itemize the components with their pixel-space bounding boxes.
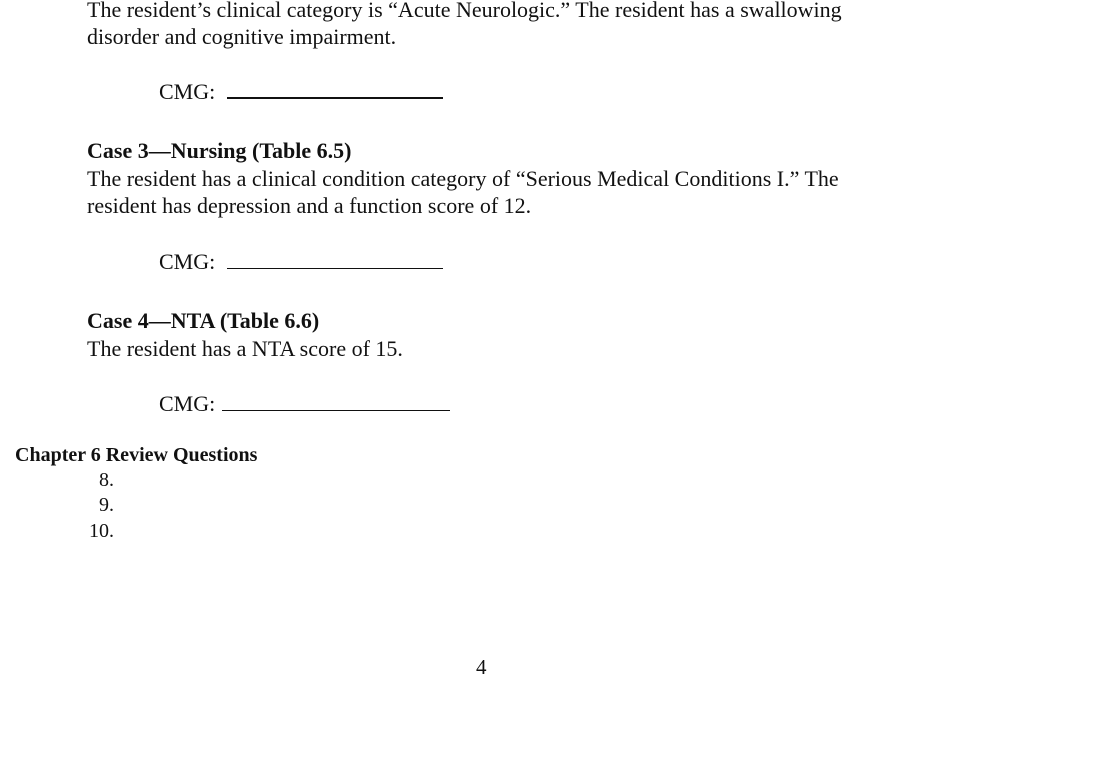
- cmg-answer-blank[interactable]: [227, 250, 443, 269]
- case4-cmg-field: [159, 390, 450, 417]
- review-item-number: 9.: [99, 494, 114, 516]
- case2-text-line1: The resident’s clinical category is “Acute Neurologic.” The resident has a swallowing: [87, 0, 842, 22]
- review-item-number: 10.: [89, 520, 114, 542]
- review-item-number: 8.: [99, 469, 114, 491]
- case3-heading: Case 3—Nursing (Table 6.5): [87, 138, 352, 163]
- case3-text-line2: resident has depression and a function score of 12.: [87, 193, 532, 218]
- cmg-label: CMG:: [159, 79, 216, 104]
- case3-text-line1: The resident has a clinical condition category of “Serious Medical Conditions I.” The: [87, 166, 839, 191]
- case2-text-line2: disorder and cognitive impairment.: [87, 24, 397, 49]
- cmg-answer-blank[interactable]: [222, 392, 450, 411]
- page-number: 4: [476, 655, 487, 679]
- case3-cmg-field: [159, 248, 443, 275]
- case2-cmg-field: [159, 78, 443, 105]
- review-heading: Chapter 6 Review Questions: [15, 444, 258, 466]
- cmg-label: CMG:: [159, 391, 216, 416]
- case4-heading: Case 4—NTA (Table 6.6): [87, 308, 320, 333]
- case4-text-line1: The resident has a NTA score of 15.: [87, 336, 403, 361]
- cmg-answer-blank[interactable]: [227, 79, 443, 99]
- cmg-label: CMG:: [159, 249, 216, 274]
